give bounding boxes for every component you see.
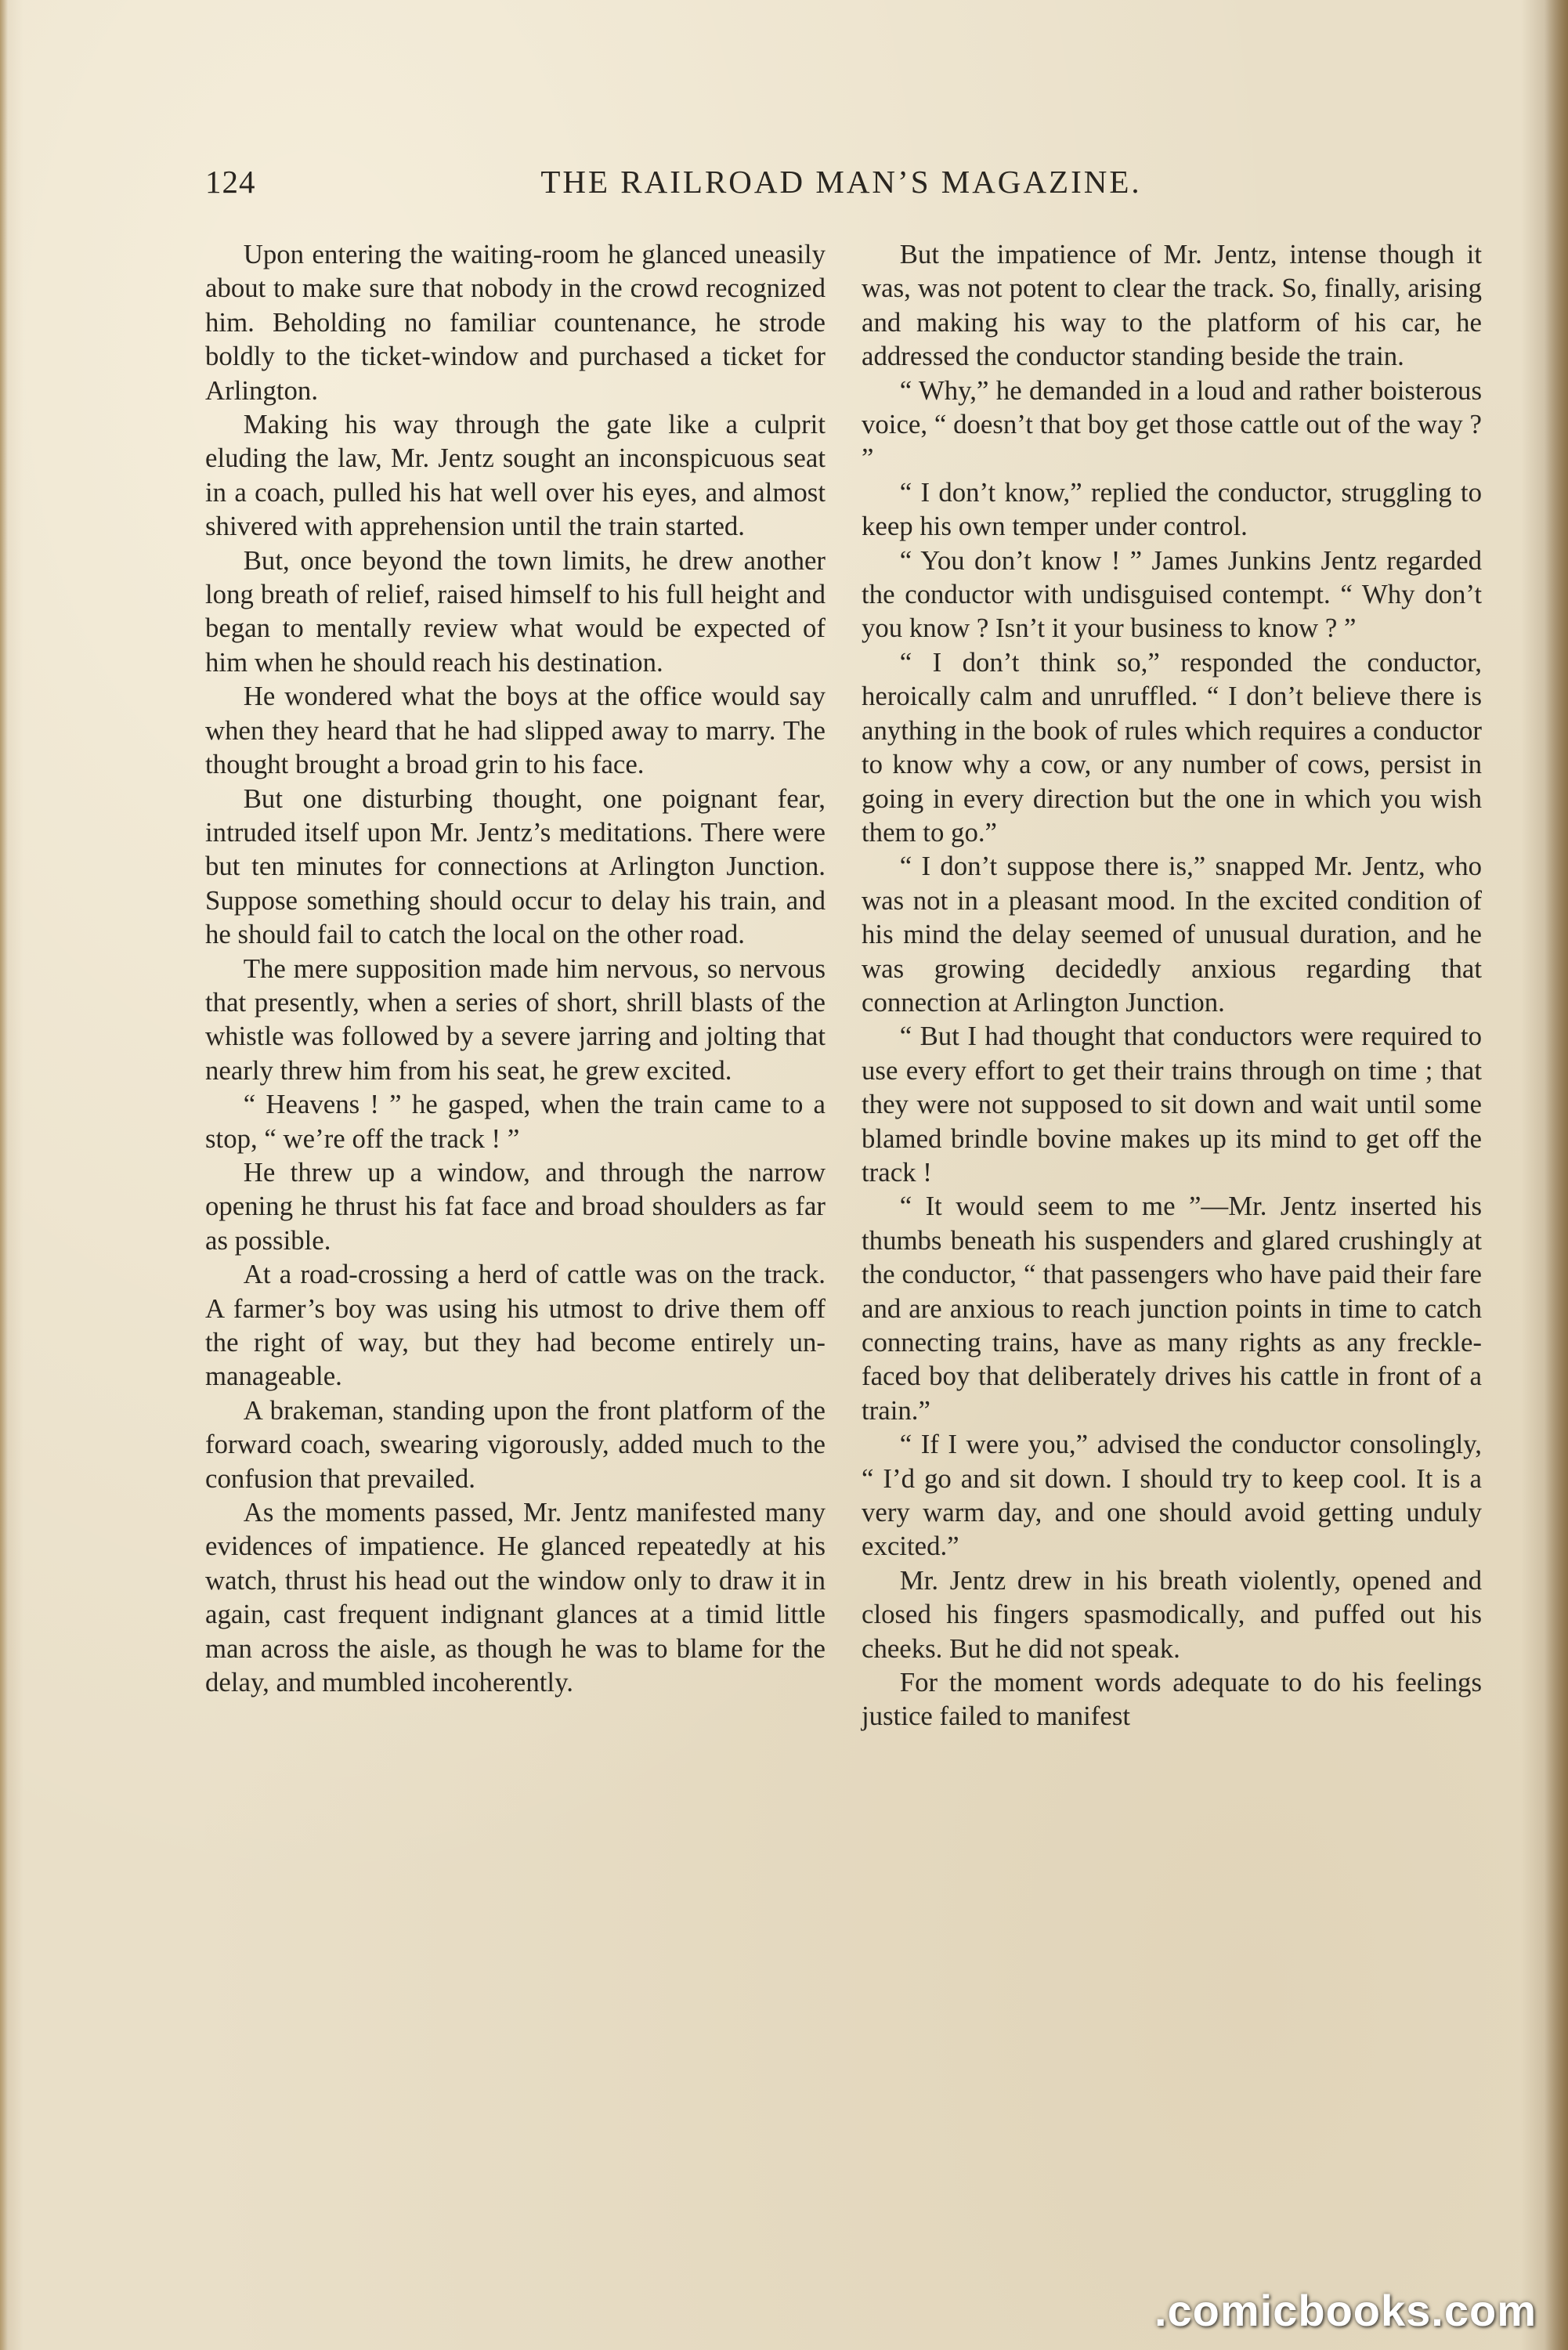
paragraph: “ You don’t know ! ” James Junkins Jentz regarded the conductor with undisguised contempt. “ Why don’t you know ? Isn’t it your business to know ? ” [862, 544, 1482, 644]
left-column [205, 237, 826, 1699]
page-edge-left [0, 0, 8, 2350]
right-column [862, 237, 1482, 1734]
paragraph: Mr. Jentz drew in his breath violently, opened and closed his fingers spasmodically, and puffed out his cheeks. But he did not speak. [862, 1564, 1482, 1664]
page-edge-right [1545, 0, 1568, 2350]
paragraph: A brakeman, standing upon the front platform of the forward coach, swearing vigorously, added much to the confusion that prevailed. [205, 1394, 826, 1494]
paragraph: “ I don’t suppose there is,” snapped Mr. Jentz, who was not in a pleasant mood. In the excited condition of his mind the delay seemed of unusual duration, and he was growing decidedly anxious regarding that connection at Arlington Junction. [862, 851, 1482, 1018]
running-title: THE RAILROAD MAN’S MAGAZINE. [540, 164, 1142, 200]
paragraph: “ I don’t think so,” responded the conductor, heroically calm and unruffled. “ I don’t believe there is anything in the book of rules which requires a conductor to know why a cow, or any number of cows, persist in going in every direction but the one in which you wish them to go.” [862, 646, 1482, 848]
paragraph: “ Why,” he demanded in a loud and rather boisterous voice, “ doesn’t that boy get those cattle out of the way ? ” [862, 374, 1482, 474]
page-number: 124 [205, 164, 256, 200]
paragraph: “ Heavens ! ” he gasped, when the train came to a stop, “ we’re off the track ! ” [205, 1089, 826, 1154]
paragraph: “ I don’t know,” replied the conductor, struggling to keep his own temper under control. [862, 476, 1482, 542]
page-header [205, 163, 1477, 210]
paragraph: At a road-crossing a herd of cattle was on the track. A farmer’s boy was using his utmost to drive them off the right of way, but they had become entirely unmanageable. [205, 1259, 826, 1392]
paragraph: But one disturbing thought, one poignant fear, intruded itself upon Mr. Jentz’s meditations. There were but ten minutes for connections at Arlington Junction. Suppose something should occur to delay his train, and he should fail to catch the local on the other road. [205, 783, 826, 950]
paragraph: But, once beyond the town limits, he drew another long breath of relief, raised himself to his full height and began to mentally review what would be expected of him when he should reach his destination. [205, 544, 826, 678]
paragraph: The mere supposition made him nervous, so nervous that presently, when a series of short, shrill blasts of the whistle was followed by a severe jarring and jolting that nearly threw him from his seat, he grew excited. [205, 953, 826, 1086]
paragraph: He wondered what the boys at the office would say when they heard that he had slipped away to marry. The thought brought a broad grin to his face. [205, 681, 826, 780]
paragraph: For the moment words adequate to do his feelings justice failed to manifest [862, 1667, 1482, 1732]
paragraph: “ If I were you,” advised the conductor consolingly, “ I’d go and sit down. I should try to keep cool. It is a very warm day, and one should avoid getting unduly excited.” [862, 1429, 1482, 1562]
paragraph: As the moments passed, Mr. Jentz manifested many evidences of impatience. He glanced repeatedly at his watch, thrust his head out the window only to draw it in again, cast frequent indignant glances at a timid little man across the aisle, as though he was to blame for the delay, and mumbled incoherently. [205, 1497, 826, 1698]
paragraph: Making his way through the gate like a culprit eluding the law, Mr. Jentz sought an inconspicuous seat in a coach, pulled his hat well over his eyes, and almost shivered with apprehension until the train started. [205, 409, 826, 542]
watermark: .comicbooks.com [1154, 2286, 1537, 2335]
paragraph: Upon entering the waiting-room he glanced uneasily about to make sure that nobody in the crowd recognized him. Beholding no familiar countenance, he strode boldly to the ticket-window and purchased a ticket for Arlington. [205, 239, 826, 406]
paragraph: He threw up a window, and through the narrow opening he thrust his fat face and broad shoulders as far as possible. [205, 1156, 826, 1256]
paragraph: “ But I had thought that conductors were required to use every effort to get their trains through on time ; that they were not supposed to sit down and wait until some blamed brindle bovine makes up its mind to get off the track ! [862, 1021, 1482, 1188]
paragraph: But the impatience of Mr. Jentz, intense though it was, was not potent to clear the track. So, finally, arising and making his way to the platform of his car, he addressed the conductor standing beside the train. [862, 239, 1482, 372]
paragraph: “ It would seem to me ”—Mr. Jentz inserted his thumbs beneath his suspenders and glared crushingly at the conductor, “ that passengers who have paid their fare and are anxious to reach junction points in time to catch connecting trains, have as many rights as any freckle-faced boy that deliberately drives his cattle in front of a train.” [862, 1191, 1482, 1426]
